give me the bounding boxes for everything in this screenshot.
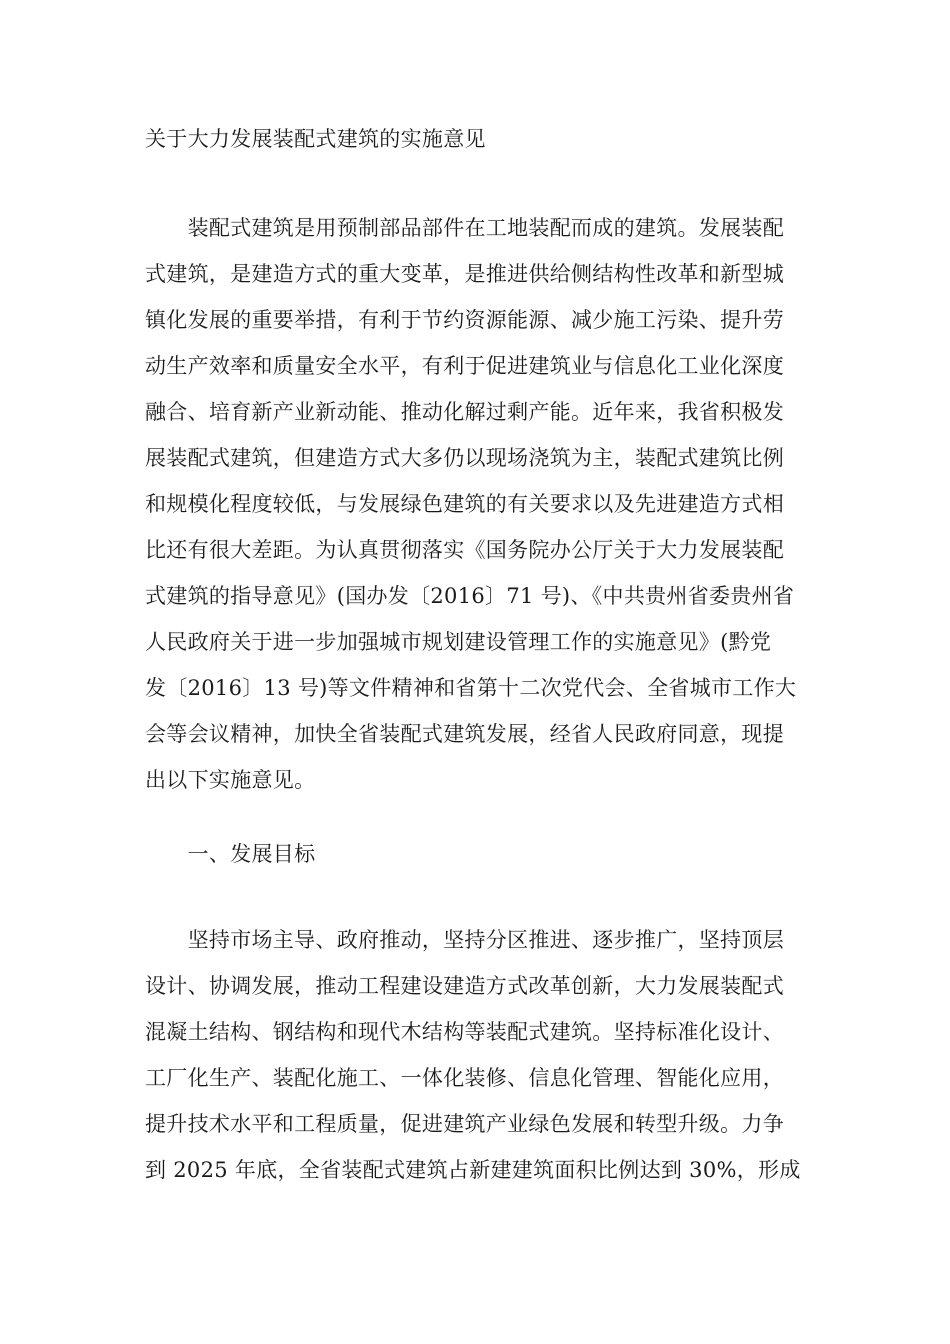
paragraph-1-line-11: 发〔2016〕13 号)等文件精神和省第十二次党代会、全省城市工作大 <box>145 676 797 700</box>
document-title: 关于大力发展装配式建筑的实施意见 <box>145 127 486 151</box>
paragraph-1-line-12: 会等会议精神，加快全省装配式建筑发展，经省人民政府同意，现提 <box>145 722 784 746</box>
paragraph-1-line-4: 动生产效率和质量安全水平，有利于促进建筑业与信息化工业化深度 <box>145 354 784 378</box>
paragraph-1-line-9: 式建筑的指导意见》(国办发〔2016〕71 号)、《中共贵州省委贵州省 <box>145 584 795 608</box>
paragraph-1-line-1: 装配式建筑是用预制部品部件在工地装配而成的建筑。发展装配 <box>145 216 784 240</box>
paragraph-1-line-10: 人民政府关于进一步加强城市规划建设管理工作的实施意见》(黔党 <box>145 630 772 654</box>
paragraph-2-line-5: 提升技术水平和工程质量，促进建筑产业绿色发展和转型升级。力争 <box>145 1112 784 1136</box>
paragraph-1-line-2: 式建筑，是建造方式的重大变革，是推进供给侧结构性改革和新型城 <box>145 262 784 286</box>
paragraph-2-line-3: 混凝土结构、钢结构和现代木结构等装配式建筑。坚持标准化设计、 <box>145 1020 784 1044</box>
paragraph-2-line-1: 坚持市场主导、政府推动，坚持分区推进、逐步推广，坚持顶层 <box>145 928 784 952</box>
paragraph-2-line-4: 工厂化生产、装配化施工、一体化装修、信息化管理、智能化应用， <box>145 1066 784 1090</box>
paragraph-1-line-7: 和规模化程度较低，与发展绿色建筑的有关要求以及先进建造方式相 <box>145 492 784 516</box>
paragraph-2-line-6: 到 2025 年底，全省装配式建筑占新建建筑面积比例达到 30%，形成 <box>145 1158 801 1182</box>
paragraph-1-line-8: 比还有很大差距。为认真贯彻落实《国务院办公厅关于大力发展装配 <box>145 538 784 562</box>
paragraph-1-line-13: 出以下实施意见。 <box>145 768 316 792</box>
paragraph-1-line-3: 镇化发展的重要举措，有利于节约资源能源、减少施工污染、提升劳 <box>145 308 784 332</box>
paragraph-1-line-6: 展装配式建筑，但建造方式大多仍以现场浇筑为主，装配式建筑比例 <box>145 446 784 470</box>
paragraph-2-line-2: 设计、协调发展，推动工程建设建造方式改革创新，大力发展装配式 <box>145 974 784 998</box>
paragraph-1-line-5: 融合、培育新产业新动能、推动化解过剩产能。近年来，我省积极发 <box>145 400 784 424</box>
section-1-heading: 一、发展目标 <box>145 842 316 866</box>
